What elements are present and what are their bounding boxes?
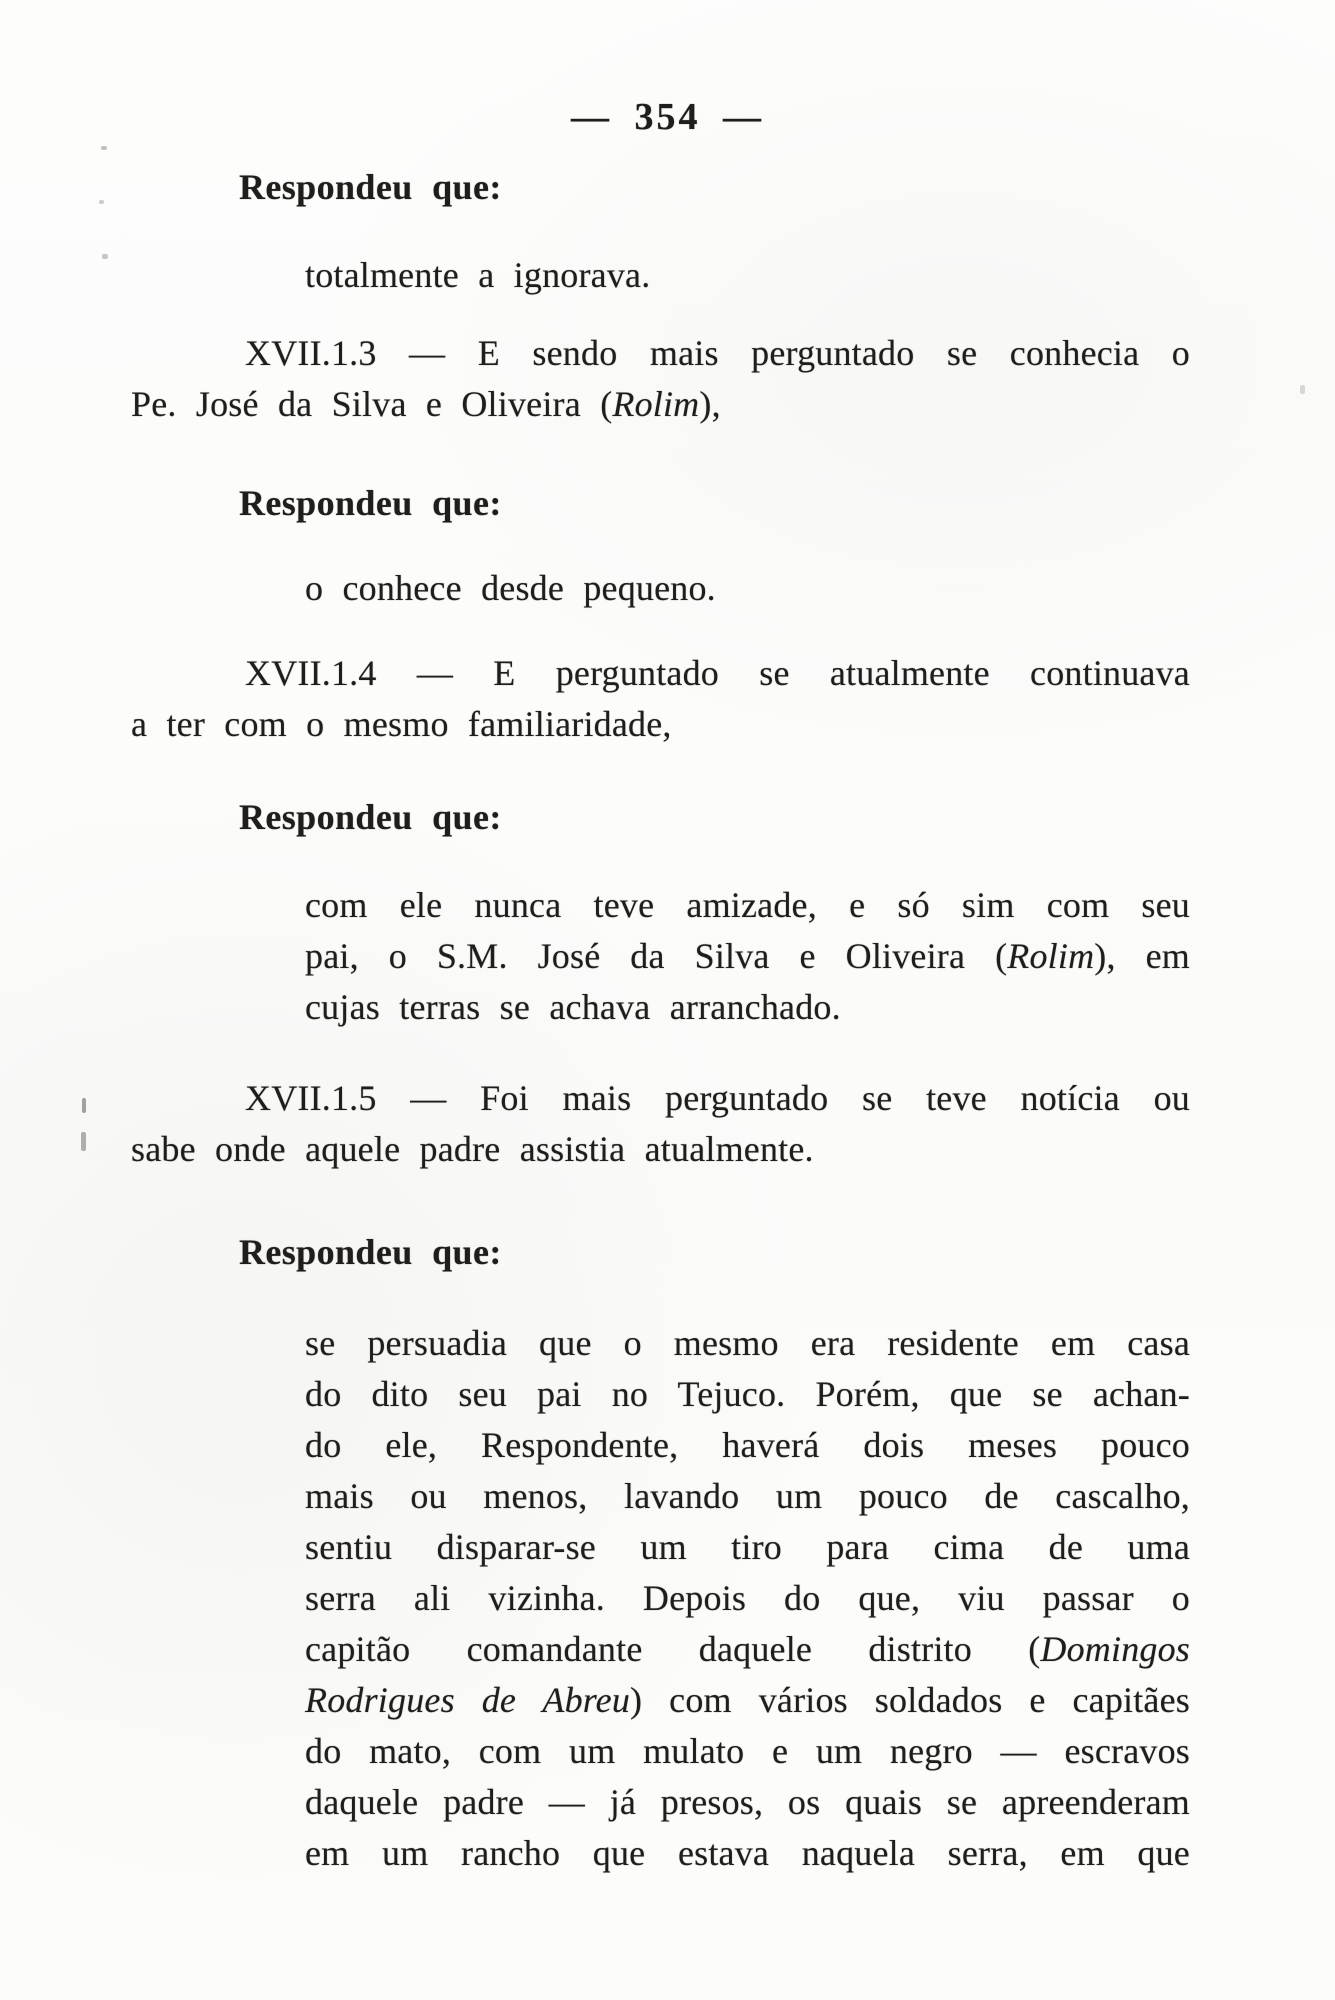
question-line bbox=[131, 1073, 1190, 1124]
answer-line bbox=[305, 1573, 1190, 1624]
text-run: XVII.1.4 — E perguntado se atualmente continuava bbox=[245, 653, 1190, 693]
answer-line bbox=[305, 1318, 1190, 1369]
question-line bbox=[131, 328, 1190, 379]
scan-artifact bbox=[1300, 385, 1305, 394]
answer-line bbox=[305, 250, 1190, 301]
scan-artifact bbox=[102, 254, 108, 259]
answer-line bbox=[305, 1675, 1190, 1726]
scan-artifact bbox=[81, 1132, 86, 1151]
text-run: totalmente a ignorava. bbox=[305, 255, 651, 295]
question-paragraph bbox=[131, 648, 1190, 750]
text-run: ), em bbox=[1094, 936, 1190, 976]
answer-line bbox=[305, 563, 1190, 614]
text-run: em um rancho que estava naquela serra, em que bbox=[305, 1833, 1190, 1873]
text-run: do mato, com um mulato e um negro — escravos bbox=[305, 1731, 1190, 1771]
text-run: XVII.1.5 — Foi mais perguntado se teve notícia ou bbox=[245, 1078, 1190, 1118]
response-label: Respondeu que: bbox=[239, 167, 502, 207]
text-run: XVII.1.3 — E sendo mais perguntado se conhecia o bbox=[245, 333, 1190, 373]
answer-line bbox=[305, 982, 1190, 1033]
response-label: Respondeu que: bbox=[239, 483, 502, 523]
question-paragraph bbox=[131, 328, 1190, 430]
response-label: Respondeu que: bbox=[239, 797, 502, 837]
answer-line bbox=[305, 1828, 1190, 1879]
question-line bbox=[131, 699, 1190, 750]
text-run: do dito seu pai no Tejuco. Porém, que se achan- bbox=[305, 1374, 1190, 1414]
text-run: a ter com o mesmo familiaridade, bbox=[131, 704, 672, 744]
text-run: ), bbox=[699, 384, 721, 424]
italic-name-run: Rolim bbox=[612, 384, 700, 424]
question-line bbox=[131, 1124, 1190, 1175]
question-paragraph bbox=[131, 1073, 1190, 1175]
text-run: daquele padre — já presos, os quais se apreenderam bbox=[305, 1782, 1190, 1822]
text-run: sabe onde aquele padre assistia atualmente. bbox=[131, 1129, 814, 1169]
scan-artifact bbox=[99, 200, 104, 204]
scan-artifact bbox=[101, 146, 107, 150]
answer-line bbox=[305, 1420, 1190, 1471]
text-run: Pe. José da Silva e Oliveira ( bbox=[131, 384, 613, 424]
text-run: cujas terras se achava arranchado. bbox=[305, 987, 841, 1027]
page-number: — 354 — bbox=[571, 96, 764, 138]
italic-name-run: Domingos bbox=[1040, 1629, 1190, 1669]
answer-line bbox=[305, 1777, 1190, 1828]
text-run: com ele nunca teve amizade, e só sim com seu bbox=[305, 885, 1190, 925]
question-line bbox=[131, 379, 1190, 430]
italic-name-run: Rolim bbox=[1007, 936, 1095, 976]
answer-line bbox=[305, 1471, 1190, 1522]
text-run: mais ou menos, lavando um pouco de cascalho, bbox=[305, 1476, 1190, 1516]
response-label: Respondeu que: bbox=[239, 1232, 502, 1272]
text-run: sentiu disparar-se um tiro para cima de uma bbox=[305, 1527, 1190, 1567]
answer-paragraph bbox=[305, 1318, 1190, 1879]
answer-line bbox=[305, 1522, 1190, 1573]
text-run: do ele, Respondente, haverá dois meses pouco bbox=[305, 1425, 1190, 1465]
text-run: serra ali vizinha. Depois do que, viu passar o bbox=[305, 1578, 1190, 1618]
answer-line bbox=[305, 1624, 1190, 1675]
question-line bbox=[131, 648, 1190, 699]
text-run: pai, o S.M. José da Silva e Oliveira ( bbox=[305, 936, 1008, 976]
text-run: capitão comandante daquele distrito ( bbox=[305, 1629, 1041, 1669]
answer-paragraph bbox=[305, 563, 1190, 614]
text-run: ) com vários soldados e capitães bbox=[630, 1680, 1190, 1720]
answer-paragraph bbox=[305, 250, 1190, 301]
text-run: o conhece desde pequeno. bbox=[305, 568, 716, 608]
answer-paragraph bbox=[305, 880, 1190, 1033]
answer-line bbox=[305, 1369, 1190, 1420]
text-run: se persuadia que o mesmo era residente em casa bbox=[305, 1323, 1190, 1363]
answer-line bbox=[305, 1726, 1190, 1777]
answer-line bbox=[305, 880, 1190, 931]
answer-line bbox=[305, 931, 1190, 982]
italic-name-run: Rodrigues de Abreu bbox=[305, 1680, 631, 1720]
scan-artifact bbox=[82, 1098, 86, 1113]
